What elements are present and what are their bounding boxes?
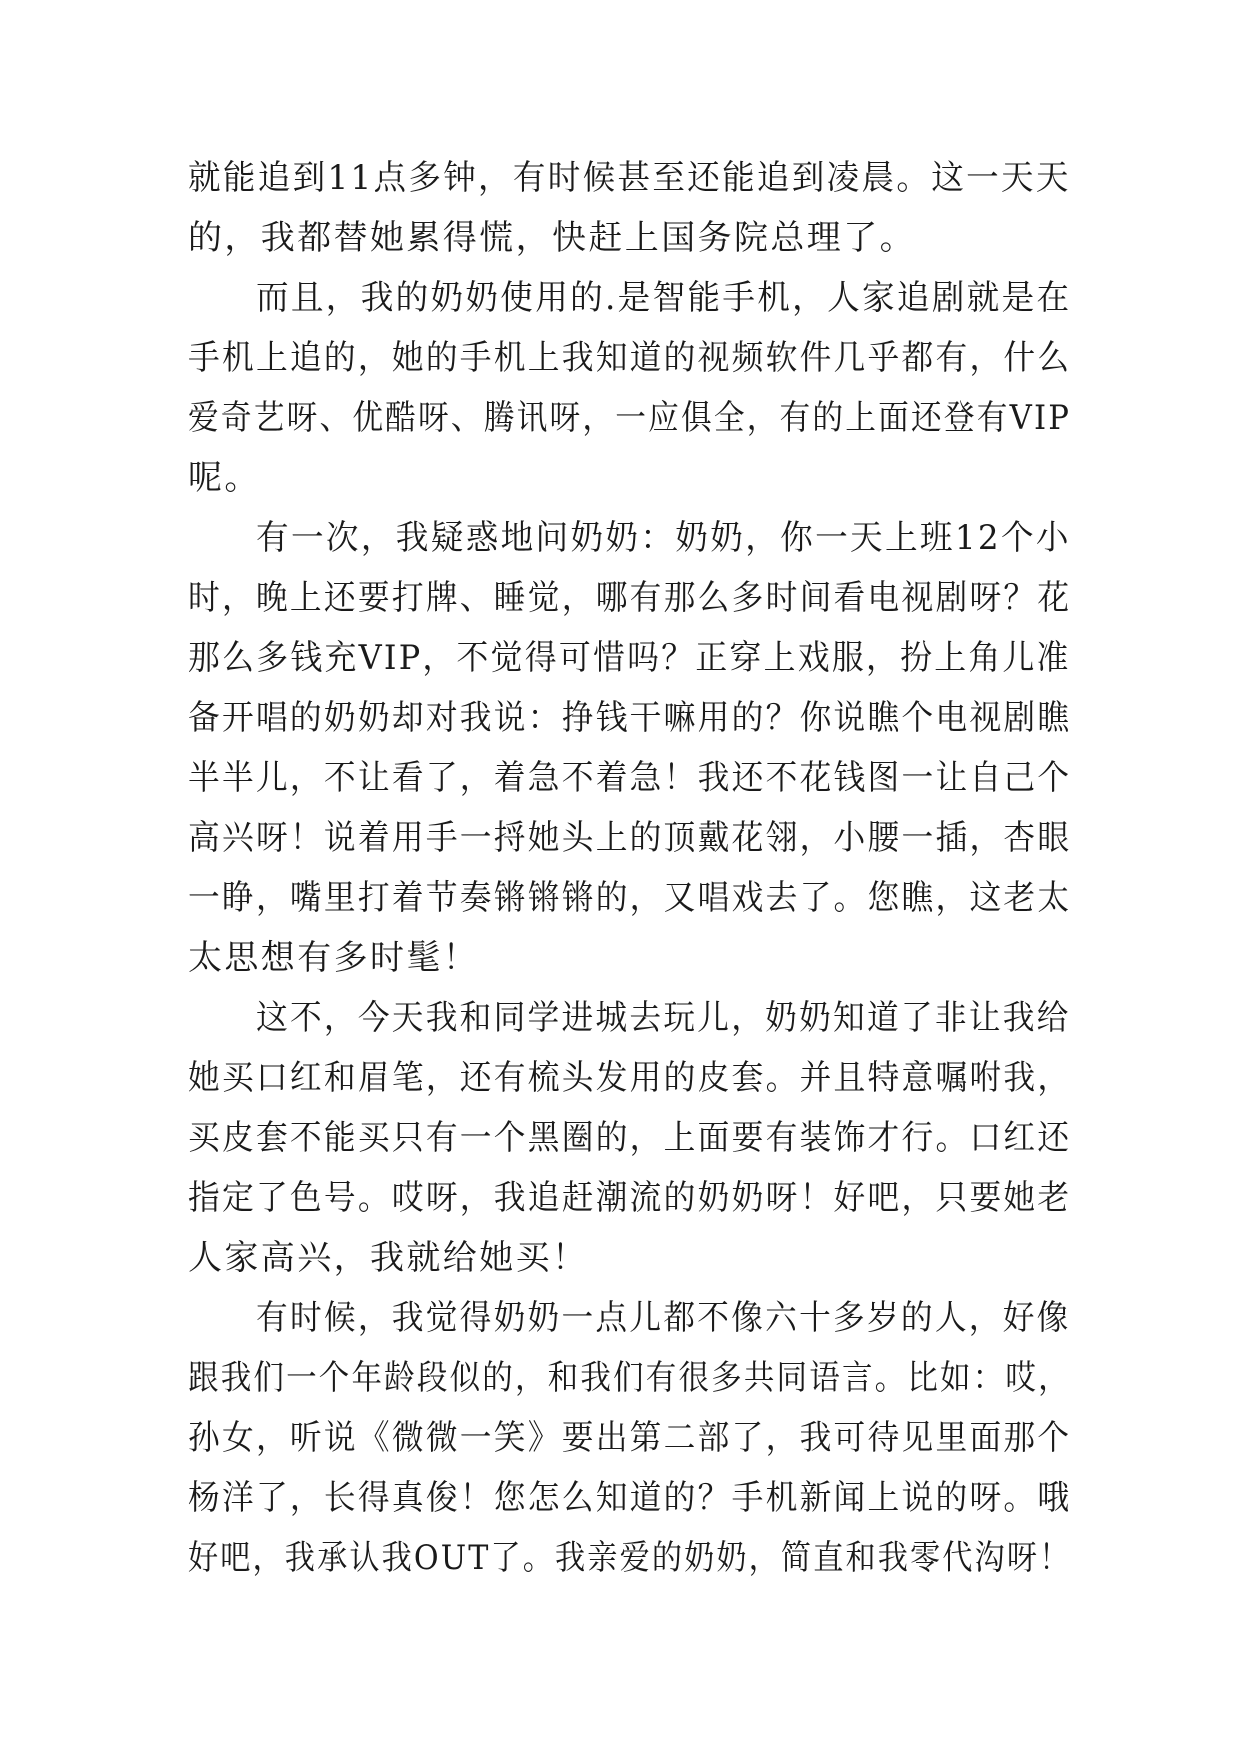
text-line: 就能追到11点多钟，有时候甚至还能追到凌晨。这一天天 [188,158,1071,198]
text-line: 杨洋了，长得真俊！您怎么知道的？手机新闻上说的呀。哦 [188,1478,1072,1518]
text-line: 指定了色号。哎呀，我追赶潮流的奶奶呀！好吧，只要她老 [188,1178,1072,1218]
text-line: 太思想有多时髦！ [188,938,480,978]
text-line: 人家高兴，我就给她买！ [188,1238,589,1278]
text-line: 好吧，我承认我OUT了。我亲爱的奶奶，简直和我零代沟呀！ [188,1538,1072,1578]
paragraph-first-line: 有时候，我觉得奶奶一点儿都不像六十多岁的人，好像 [256,1298,1071,1338]
paragraph-first-line: 这不，今天我和同学进城去玩儿，奶奶知道了非让我给 [256,998,1071,1038]
text-line: 买皮套不能买只有一个黑圈的，上面要有装饰才行。口红还 [188,1118,1072,1158]
text-line: 高兴呀！说着用手一捋她头上的顶戴花翎，小腰一插，杏眼 [188,818,1072,858]
text-line: 她买口红和眉笔，还有梳头发用的皮套。并且特意嘱咐我， [188,1058,1072,1098]
text-line: 爱奇艺呀、优酷呀、腾讯呀，一应俱全，有的上面还登有VIP [188,398,1072,438]
text-line: 的，我都替她累得慌，快赶上国务院总理了。 [188,218,916,258]
text-line: 备开唱的奶奶却对我说：挣钱干嘛用的？你说瞧个电视剧瞧 [188,698,1072,738]
text-line: 时，晚上还要打牌、睡觉，哪有那么多时间看电视剧呀？花 [188,578,1072,618]
paragraph-first-line: 有一次，我疑惑地问奶奶：奶奶，你一天上班12个小 [256,518,1071,558]
text-line: 一睁，嘴里打着节奏锵锵锵的，又唱戏去了。您瞧，这老太 [188,878,1072,918]
text-line: 手机上追的，她的手机上我知道的视频软件几乎都有，什么 [188,338,1072,378]
text-line: 那么多钱充VIP，不觉得可惜吗？正穿上戏服，扮上角儿准 [188,638,1071,678]
text-line: 跟我们一个年龄段似的，和我们有很多共同语言。比如：哎， [188,1358,1071,1398]
text-line: 孙女，听说《微微一笑》要出第二部了，我可待见里面那个 [188,1418,1072,1458]
text-line: 半半儿，不让看了，着急不着急！我还不花钱图一让自己个 [188,758,1072,798]
text-line: 呢。 [188,458,261,498]
paragraph-first-line: 而且，我的奶奶使用的.是智能手机，人家追剧就是在 [256,278,1072,318]
